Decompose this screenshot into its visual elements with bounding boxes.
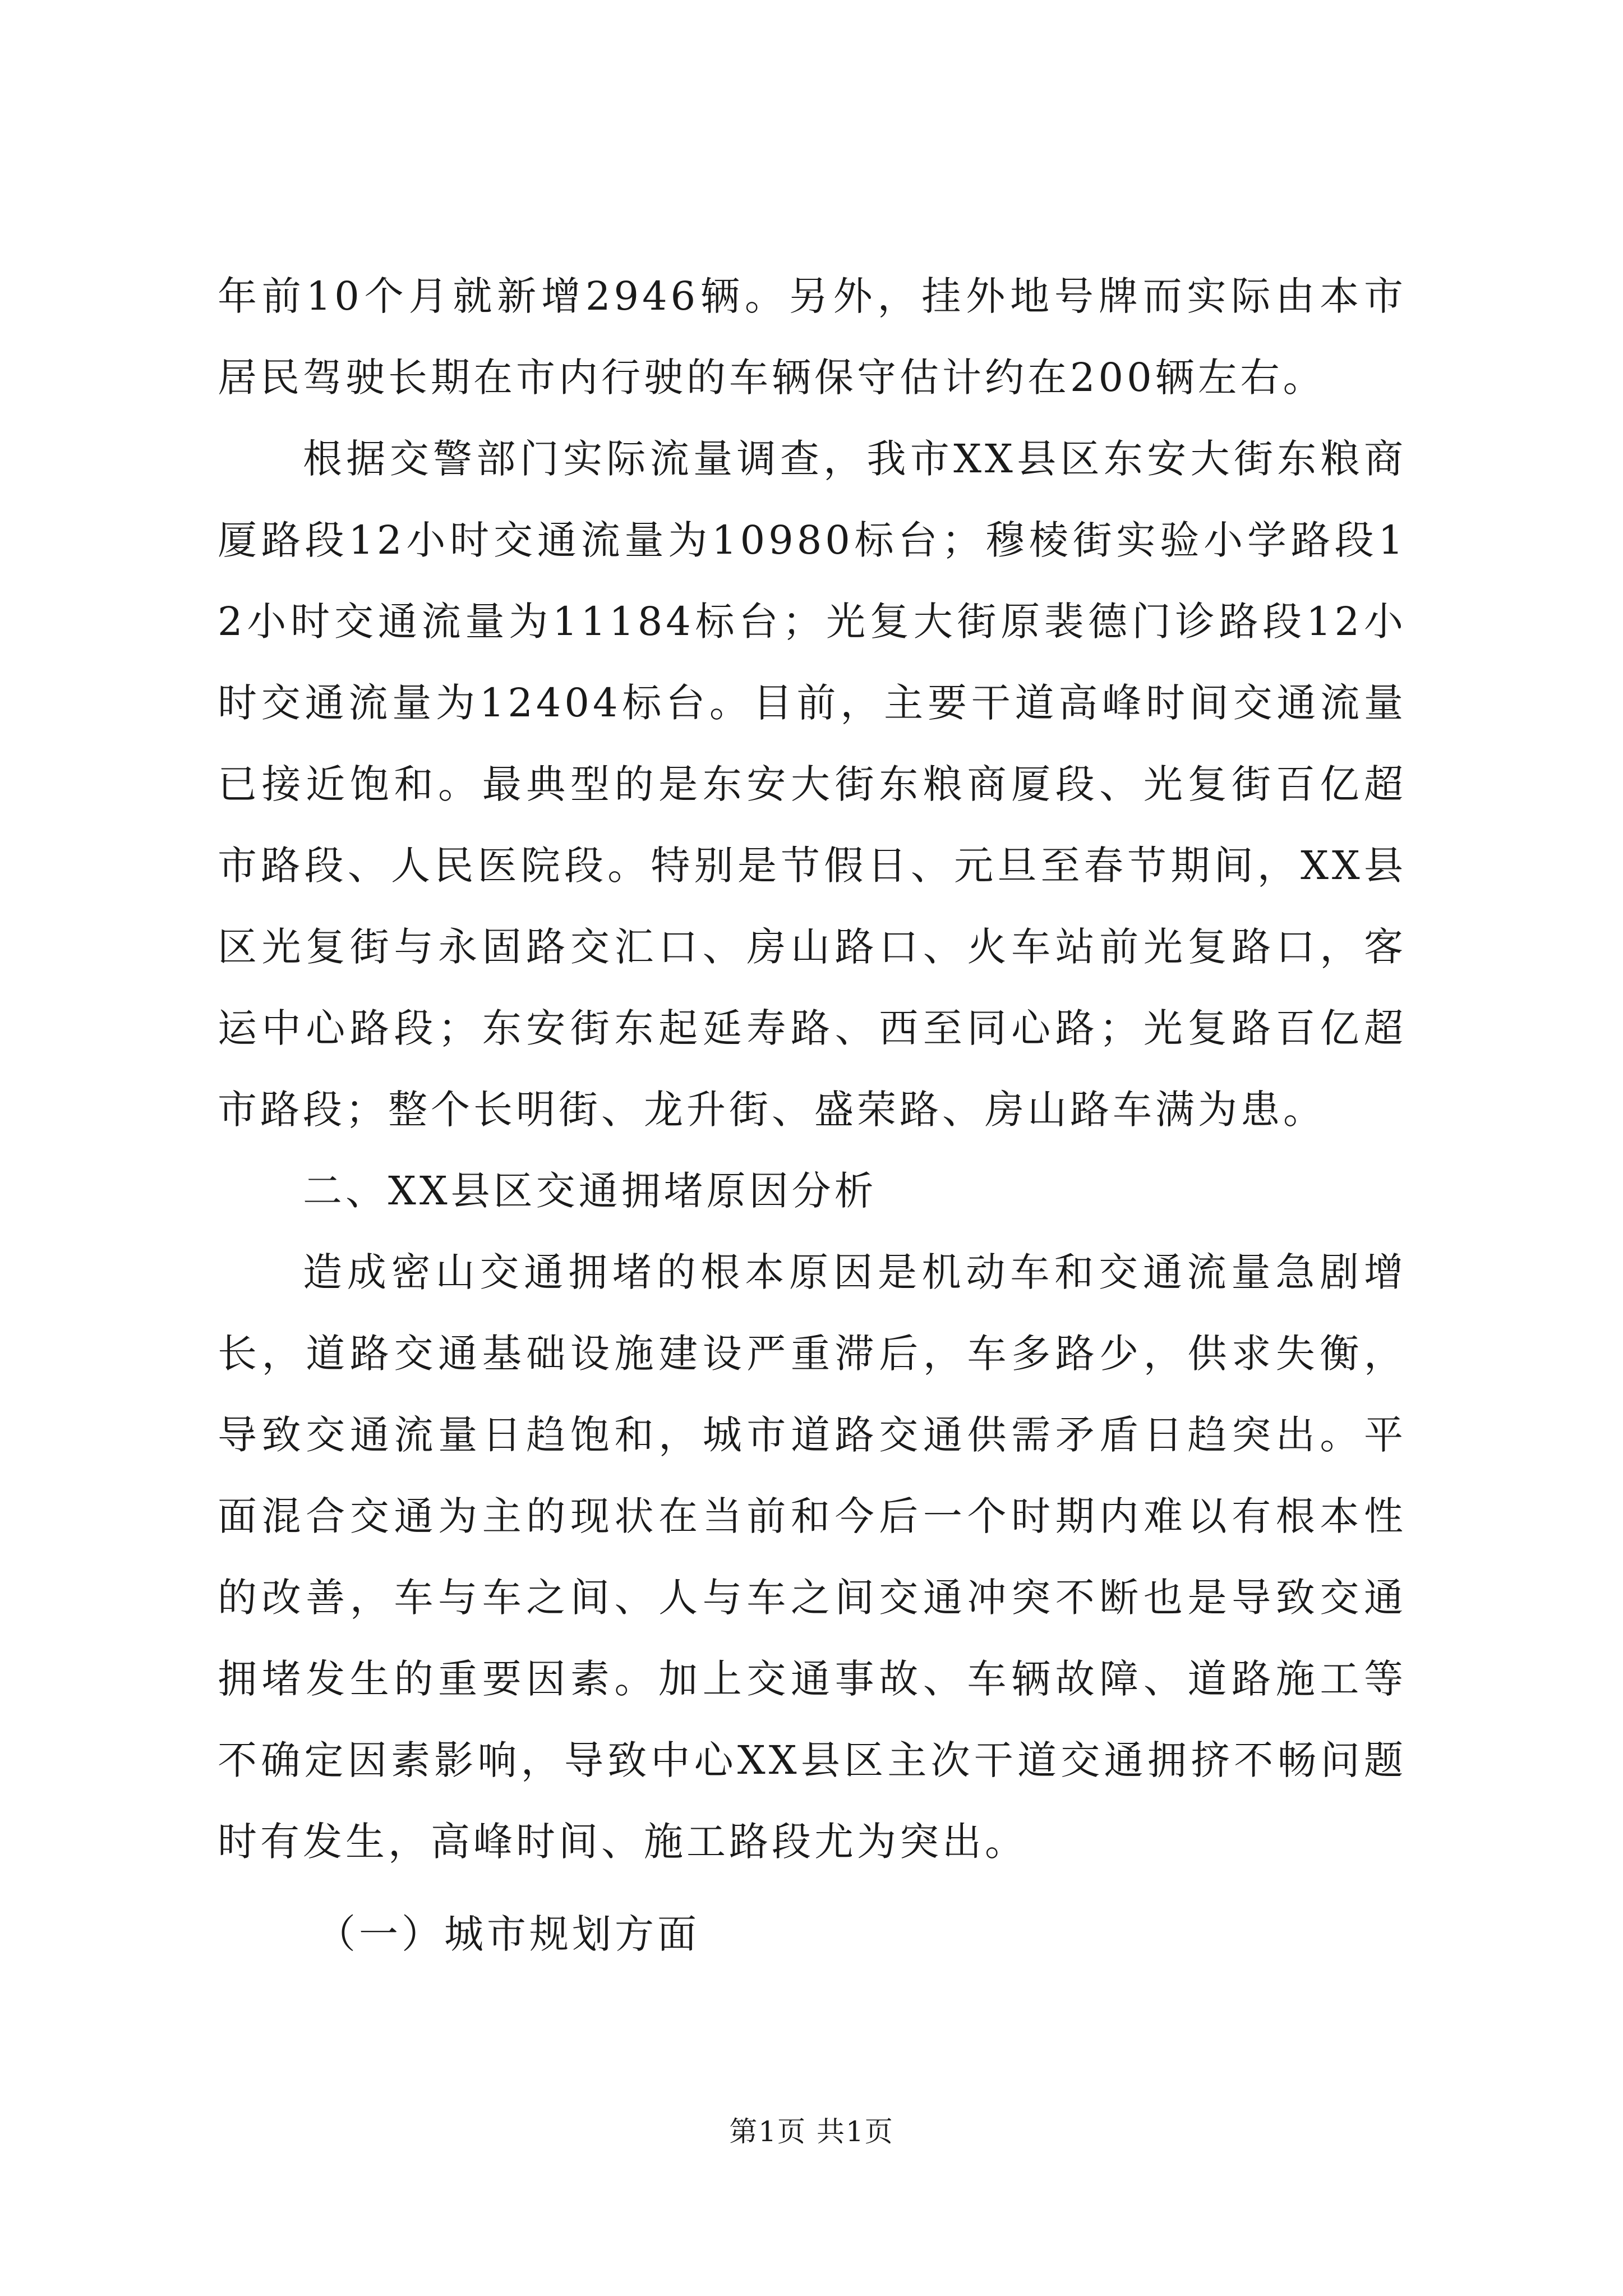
section-heading: 二、XX县区交通拥堵原因分析 (303, 1168, 877, 1214)
paragraph-traffic-survey: 根据交警部门实际流量调查，我市XX县区东安大街东粮商厦路段12小时交通流量为10980标台；穆棱街实验小学路段12小时交通流量为11184标台；光复大街原裴德门诊路段12小时交通流量为12404标台。目前，主要干道高峰时间交通流量已接近饱和。最典型的是东安大街东粮商厦段、光复街百亿超市路段、人民医院段。特别是节假日、元旦至春节期间，XX县区光复街与永固路交汇口、房山路口、火车站前光复路口，客运中心路段；东安街东起延寿路、西至同心路；光复路百亿超市路段；整个长明街、龙升街、盛荣路、房山路车满为患。 (218, 436, 1407, 1133)
document-body (218, 256, 1407, 1975)
subsection-heading: （一）城市规划方面 (316, 1911, 700, 1957)
page-footer: 第1页 共1页 (729, 2115, 894, 2148)
paragraph-continuation: 年前10个月就新增2946辆。另外，挂外地号牌而实际由本市居民驾驶长期在市内行驶的车辆保守估计约在200辆左右。 (218, 273, 1407, 401)
paragraph-cause-analysis: 造成密山交通拥堵的根本原因是机动车和交通流量急剧增长，道路交通基础设施建设严重滞后，车多路少，供求失衡，导致交通流量日趋饱和，城市道路交通供需矛盾日趋突出。平面混合交通为主的现状在当前和今后一个时期内难以有根本性的改善，车与车之间、人与车之间交通冲突不断也是导致交通拥堵发生的重要因素。加上交通事故、车辆故障、道路施工等不确定因素影响，导致中心XX县区主次干道交通拥挤不畅问题时有发生，高峰时间、施工路段尤为突出。 (218, 1249, 1407, 1865)
